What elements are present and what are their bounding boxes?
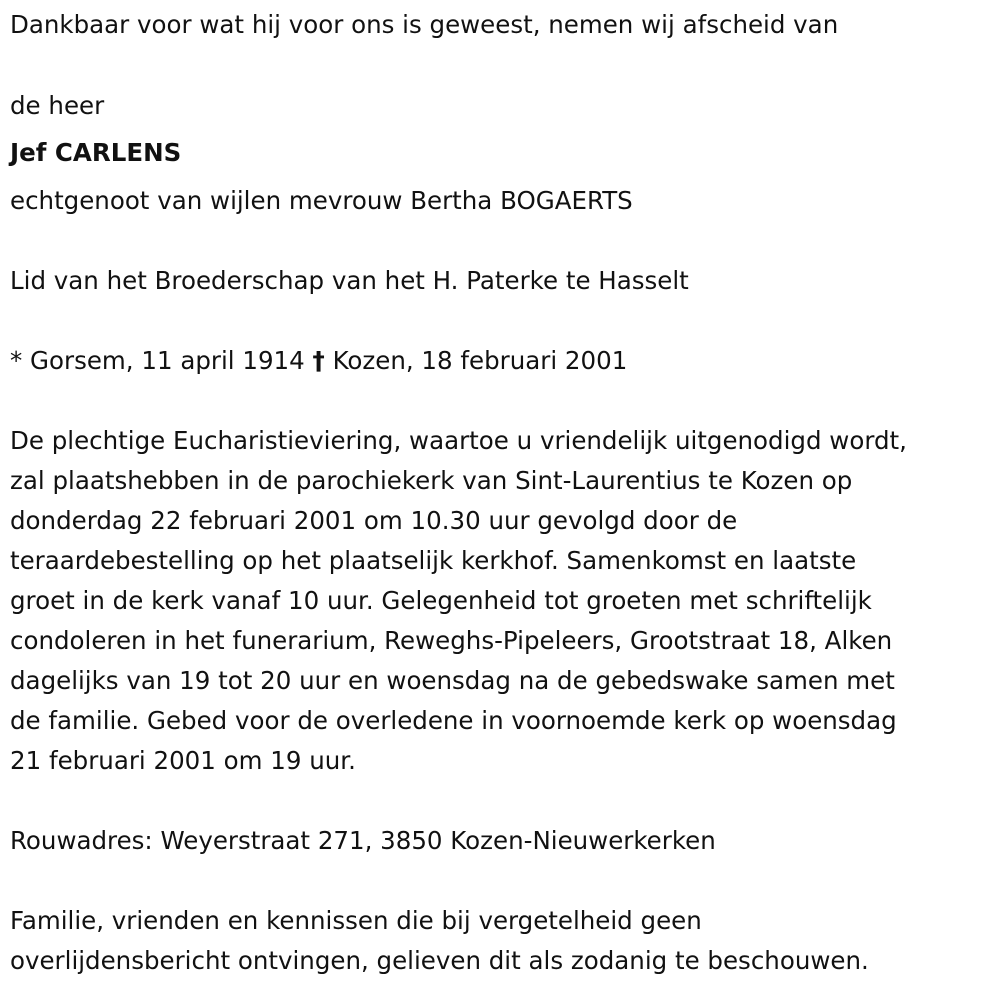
birth-date: * Gorsem, 11 april 1914	[10, 346, 305, 375]
ceremony-line: 21 februari 2001 om 19 uur.	[10, 746, 356, 775]
closing-line: Familie, vrienden en kennissen die bij vergetelheid geen	[10, 906, 702, 935]
ceremony-line: teraardebestelling op het plaatselijk kerkhof. Samenkomst en laatste	[10, 546, 857, 575]
ceremony-paragraph	[10, 421, 995, 781]
ceremony-line: dagelijks van 19 tot 20 uur en woensdag na de gebedswake samen met	[10, 666, 895, 695]
salutation: de heer	[10, 91, 105, 120]
closing-line: overlijdensbericht ontvingen, gelieven dit als zodanig te beschouwen.	[10, 946, 869, 975]
closing-paragraph	[10, 901, 995, 981]
ceremony-line: De plechtige Eucharistieviering, waartoe u vriendelijk uitgenodigd wordt,	[10, 426, 907, 455]
spouse-text: echtgenoot van wijlen mevrouw Bertha BOGAERTS	[10, 186, 633, 215]
membership-text: Lid van het Broederschap van het H. Paterke te Hasselt	[10, 266, 689, 295]
ceremony-line: condoleren in het funerarium, Reweghs-Pipeleers, Grootstraat 18, Alken	[10, 626, 893, 655]
dates-line	[10, 341, 627, 381]
death-date: Kozen, 18 februari 2001	[332, 346, 628, 375]
address-text: Rouwadres: Weyerstraat 271, 3850 Kozen-Nieuwerkerken	[10, 826, 716, 855]
cross-icon: †	[312, 346, 325, 375]
intro-text: Dankbaar voor wat hij voor ons is geweest, nemen wij afscheid van	[10, 10, 839, 39]
ceremony-line: zal plaatshebben in de parochiekerk van Sint-Laurentius te Kozen op	[10, 466, 853, 495]
deceased-name: Jef CARLENS	[10, 138, 182, 167]
ceremony-line: donderdag 22 februari 2001 om 10.30 uur gevolgd door de	[10, 506, 738, 535]
ceremony-line: groet in de kerk vanaf 10 uur. Gelegenheid tot groeten met schriftelijk	[10, 586, 872, 615]
ceremony-line: de familie. Gebed voor de overledene in voornoemde kerk op woensdag	[10, 706, 897, 735]
